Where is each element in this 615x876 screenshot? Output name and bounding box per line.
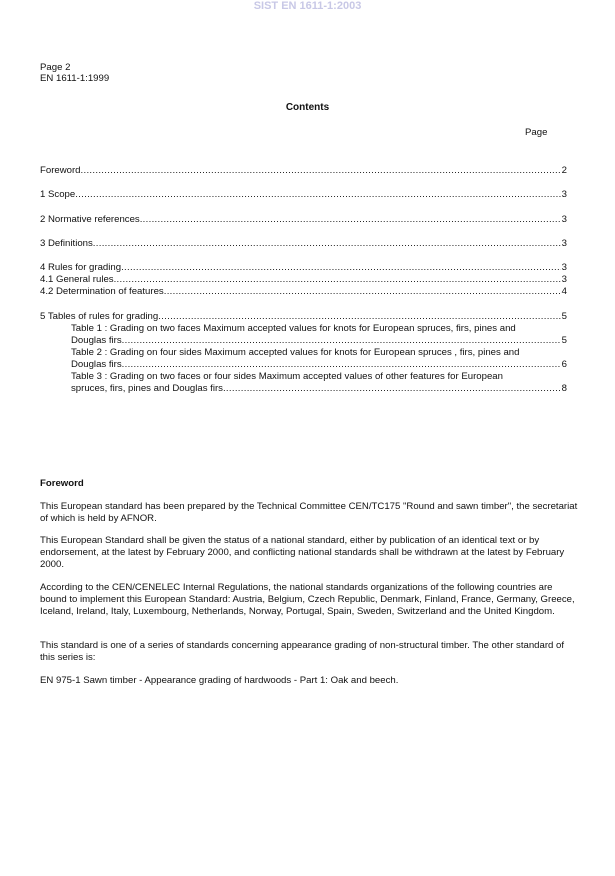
toc-entry[interactable] [40, 311, 567, 323]
toc-table-3-line[interactable]: Table 3 : Grading on two faces or four sides Maximum accepted values of other features for European [71, 371, 503, 382]
toc-entry[interactable] [40, 335, 567, 347]
toc-label: 4.2 Determination of features [40, 286, 164, 297]
toc-label: Foreword [40, 165, 81, 176]
toc-page: 5 [561, 311, 567, 322]
toc-label: Douglas firs [71, 359, 122, 370]
foreword-paragraph: EN 975-1 Sawn timber - Appearance grading of hardwoods - Part 1: Oak and beech. [40, 675, 399, 686]
page-column-label: Page [525, 127, 548, 138]
toc-table-2-line[interactable]: Table 2 : Grading on four sides Maximum accepted values for knots for European spruces , firs, pines and [71, 347, 520, 358]
toc-label: 1 Scope [40, 189, 76, 200]
toc-page: 3 [561, 238, 567, 249]
watermark: SIST EN 1611-1:2003 [253, 0, 362, 12]
toc-page: 8 [561, 383, 567, 394]
toc-entry[interactable] [40, 286, 567, 298]
toc-entry[interactable] [40, 274, 567, 286]
toc-page: 6 [561, 359, 567, 370]
toc-label: Douglas firs [71, 335, 122, 346]
foreword-paragraph: According to the CEN/CENELEC Internal Regulations, the national standards organizations of the following countries are bound to implement this European Standard: Austria, Belgium, Czech Republic, Denmark, Finland, France, Germany, Greece, Iceland, Ireland, Italy, Luxembourg, Netherlands, Norway, Portugal, Spain, Sweden, Switzerland and the United Kingdom. [40, 582, 575, 617]
toc-label: 4.1 General rules [40, 274, 114, 285]
standard-id: EN 1611-1:1999 [40, 73, 110, 84]
toc-page: 4 [561, 286, 567, 297]
page-header [40, 62, 109, 84]
page-number: Page 2 [40, 62, 71, 73]
foreword-paragraph: This European standard has been prepared by the Technical Committee CEN/TC175 "Round and sawn timber", the secretariat of which is held by AFNOR. [40, 501, 578, 524]
toc-entry[interactable] [40, 165, 567, 177]
toc-label: spruces, firs, pines and Douglas firs [71, 383, 223, 394]
toc-group-4 [40, 262, 567, 298]
toc-table-1-line[interactable]: Table 1 : Grading on two faces Maximum accepted values for knots for European spruces, firs, pines and [71, 323, 516, 334]
toc-label: 5 Tables of rules for grading [40, 311, 159, 322]
toc-entry[interactable] [40, 214, 567, 226]
toc-entry[interactable] [40, 383, 567, 395]
toc-page: 3 [561, 214, 567, 225]
foreword-heading: Foreword [40, 478, 84, 489]
toc-page: 2 [561, 165, 567, 176]
toc-label: 3 Definitions [40, 238, 93, 249]
toc-entry[interactable] [40, 238, 567, 250]
foreword-paragraph: This European Standard shall be given the status of a national standard, either by publication of an identical text or by endorsement, at the latest by February 2000, and conflicting national standards shall be withdrawn at the latest by February 2000. [40, 535, 565, 570]
foreword-paragraph: This standard is one of a series of standards concerning appearance grading of non-structural timber. The other standard of this series is: [40, 640, 565, 663]
toc-page: 3 [561, 274, 567, 285]
toc-entry[interactable] [40, 189, 567, 201]
toc-label: 4 Rules for grading [40, 262, 122, 273]
toc-page: 5 [561, 335, 567, 346]
toc-page: 3 [561, 262, 567, 273]
toc-group-5 [40, 311, 567, 395]
toc-entry[interactable] [40, 359, 567, 371]
toc-label: 2 Normative references [40, 214, 140, 225]
toc-page: 3 [561, 189, 567, 200]
toc-entry[interactable] [40, 262, 567, 274]
contents-title: Contents [285, 102, 330, 113]
